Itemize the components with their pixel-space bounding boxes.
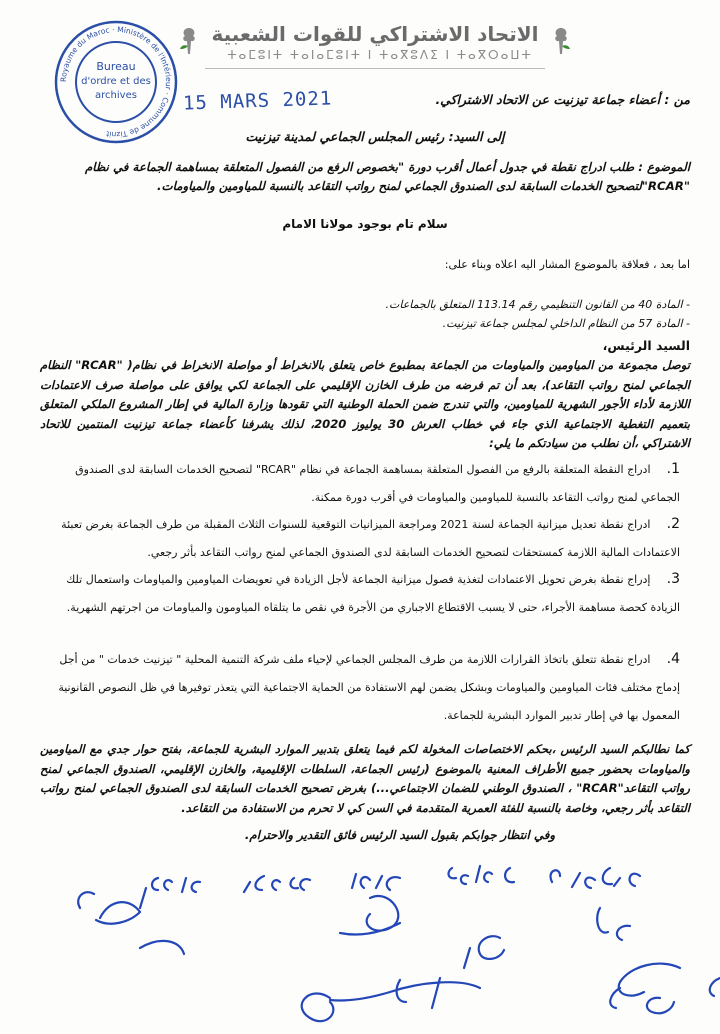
letter-salutation: السيد الرئيس، [602, 338, 690, 353]
letter-intro: اما بعد ، فعلاقة بالموضوع المشار اليه اعلاه وبناء على: [444, 258, 690, 271]
letter-subject-line-1: الموضوع : طلب ادراج نقطة في جدول أعمال أقرب دورة "بخصوص الرفع من الفصول المتعلقة بمساهمة الجماعة في نظام [84, 160, 690, 174]
request-item-4 [40, 645, 680, 730]
request-item-3 [40, 565, 680, 622]
letter-body-paragraph: توصل مجموعة من المياومين والمياومات من الجماعة بمطبوع خاص يتعلق بالانخراط أو مواصلة الانخراط في نظام( "RCAR" النظام الجماعي لمنح رواتب التقاعد)، بعد أن تم فرضه من طرف الخازن الإقليمي على الجماعة لكي يوافق على مواصلة صرف الاعتمادات اللازمة لأداء الأجور الشهرية للمياومين، والتي تندرج ضمن الحملة الوطنية التي تقودها وزارة المالية في إطار المشروع الملكي المتعلق بتعميم التغطية الاجتماعية الذي جاء في خطاب العرش 30 يوليوز 2020، لذلك يشرفنا كأعضاء جماعة تيزنيت المنتمين للاتحاد الاشتراكي ،أن نطلب من سيادتكم ما يلي: [40, 358, 690, 450]
handwritten-signatures [40, 838, 720, 1034]
request-text: ادراج نقطة تعديل ميزانية الجماعة لسنة 2021 ومراجعة الميزانيات التوقعية للسنوات الثلاث المقبلة من طرف الجماعة بغرض تعبئة الاعتمادات المالية اللازمة كمستحقات لتصحيح الخدمات السابقة لدى الصندوق الجماعي لمنح رواتب التقاعد بأثر رجعي. [61, 518, 680, 559]
request-text: إدراج نقطة بغرض تحويل الاعتمادات لتغذية فصول ميزانية الجماعة لأجل الزيادة في تعويضات المياومين والمياومات واستعمال تلك الزيادة كحصة مساهمة الأجراء، حتى لا يسبب الاقتطاع الاجباري من الأجرة في نقص ما يتلقاه المياومون والمياومات من اجرتهم الشهرية. [66, 573, 680, 614]
reference-1: - المادة 40 من القانون التنظيمي رقم 113.14 المتعلق بالجماعات. [385, 298, 690, 311]
letter-from: من : أعضاء جماعة تيزنيت عن الاتحاد الاشتراكي. [435, 92, 690, 107]
request-number: 2. [666, 516, 680, 532]
request-number: 1. [666, 461, 680, 477]
stamp-date: 15 MARS 2021 [182, 87, 333, 115]
party-name-tifinagh: ⵜⴰⵎⵓⵏⵜ ⵜⴰⵏⴰⵎⵓⵏⵜ ⵏ ⵜⴰⴳⵓⴷⵉ ⵏ ⵜⴰⴳⵔⴰⵡⵜ [227, 48, 533, 62]
request-text: ادراج نقطة تتعلق باتخاذ القرارات اللازمة من طرف المجلس الجماعي لإحياء ملف شركة التنمية المحلية " تيزنيت خدمات " من أجل إدماج مختلف فئات المياومين والمياومات وبشكل يضمن لهم الاستفادة من الحماية الاجتماعية التي يتعذر توفيرها في ظل النصوص القانونية المعمول بها في إطار تدبير الموارد البشرية للجماعة. [58, 653, 680, 722]
request-number: 4. [666, 651, 680, 667]
stamp-ring-text: Royaume du Maroc · Ministère de l'Intérieur · Commune de Tiznit [58, 24, 174, 140]
request-text: ادراج النقطة المتعلقة بالرفع من الفصول المتعلقة بمساهمة الجماعة في نظام "RCAR" لتصحيح الخدمات السابقة لدى الصندوق الجماعي لمنح رواتب التقاعد بالنسبة للمياومين والمياومات في أقرب دورة ممكنة. [75, 463, 680, 504]
letter-greeting: سلام تام بوجود مولانا الامام [282, 217, 448, 231]
party-name-heading: الاتحاد الاشتراكي للقوات الشعبية [211, 22, 539, 46]
reference-2: - المادة 57 من النظام الداخلي لمجلس جماعة تيزنيت. [442, 317, 690, 330]
letter-farewell: وفي انتظار جوابكم بقبول السيد الرئيس فائق التقدير والاحترام. [244, 828, 556, 842]
party-rose-logo-right [548, 24, 574, 58]
letter-closing-paragraph: كما نطالبكم السيد الرئيس ،بحكم الاختصاصات المخولة لكم فيما يتعلق بتدبير الموارد البشرية للجماعة، بفتح حوار جدي مع المياومين والمياومات بحضور جميع الأطراف المعنية بالموضوع (رئيس الجماعة، السلطات الإقليمية، والخازن الإقليمي، الصندوق الجماعي لمنح رواتب التقاعد"RCAR" ، الصندوق الوطني للضمان الاجتماعي...) بغرض تصحيح الخدمات السابقة لدى الصندوق الجماعي لمنح رواتب التقاعد بأثر رجعي، وخاصة بالنسبة للفئة العمرية المتقدمة في السن كي لا تحرم من الاستفادة من التقاعد. [40, 742, 690, 815]
stamp-line-1: Bureau [96, 60, 136, 73]
request-item-2 [40, 510, 680, 567]
request-item-1 [40, 455, 680, 512]
stamp-line-2: d'ordre et des [81, 76, 151, 87]
header-divider [205, 68, 545, 69]
request-number: 3. [666, 571, 680, 587]
archives-stamp [52, 18, 180, 146]
letter-subject-line-2: "RCAR"لتصحيح الخدمات السابقة لدى الصندوق الجماعي لمنح رواتب التقاعد بالنسبة للمياومين والمياومات. [157, 179, 690, 193]
stamp-line-3: archives [95, 90, 137, 101]
letter-to: إلى السيد: رئيس المجلس الجماعي لمدينة تيزنيت [245, 129, 505, 144]
